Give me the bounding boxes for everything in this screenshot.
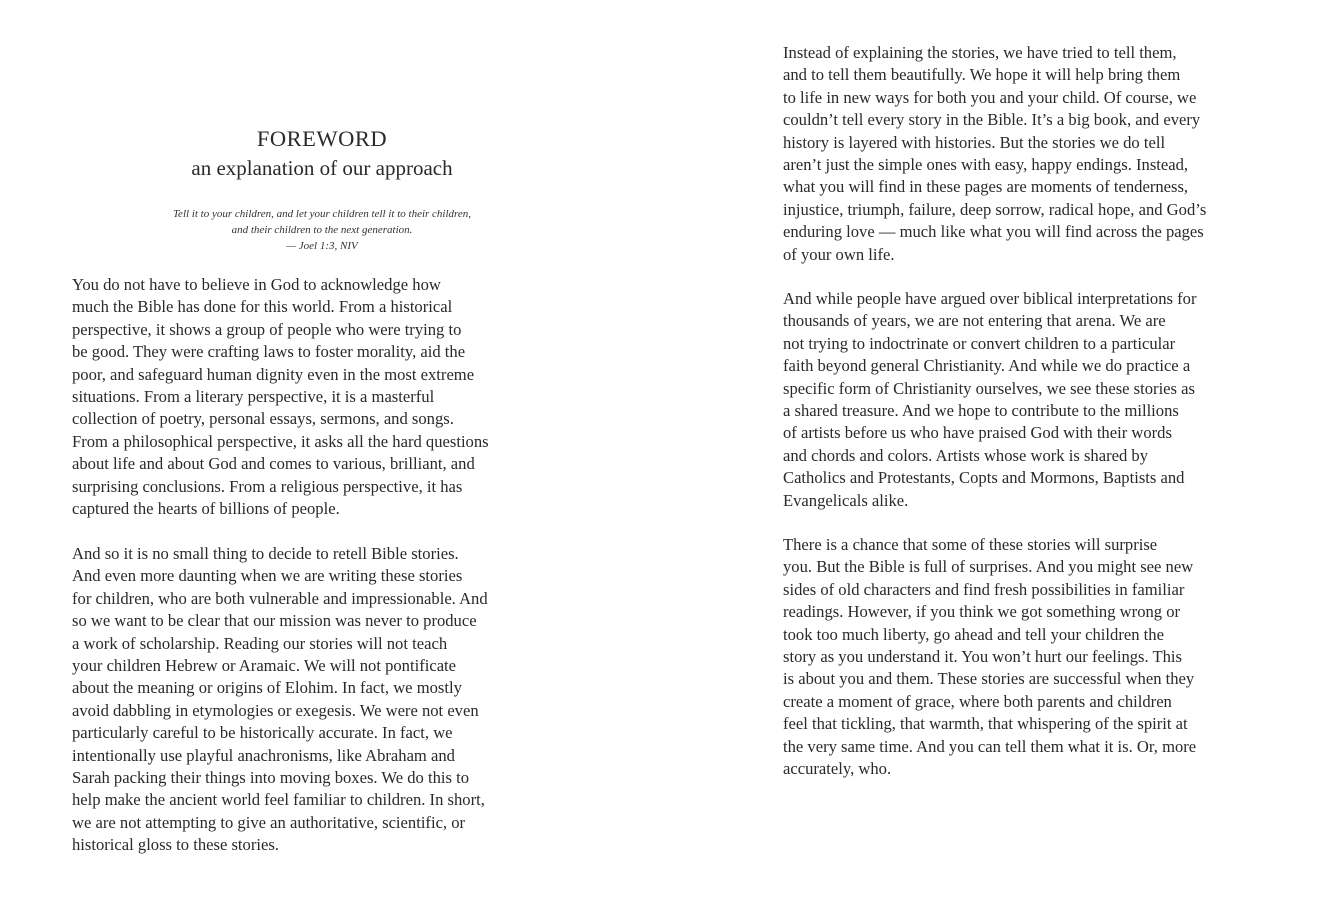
left-paragraph-2 — [72, 543, 488, 857]
text-line: be good. They were crafting laws to foster morality, aid the — [72, 342, 466, 362]
epigraph — [72, 206, 572, 254]
text-line: perspective, it shows a group of people who were trying to — [72, 319, 462, 339]
text-line: And even more daunting when we are writing these stories — [72, 566, 463, 586]
text-line: There is a chance that some of these stories will surprise — [783, 535, 1158, 554]
text-line: And so it is no small thing to decide to retell Bible stories. — [72, 544, 459, 563]
epigraph-line-1: Tell it to your children, and let your children tell it to their children, — [172, 208, 472, 220]
text-line: help make the ancient world feel familiar to children. In short, — [72, 790, 485, 810]
text-line: history is layered with histories. But the stories we do tell — [783, 132, 1166, 152]
text-line: story as you understand it. You won’t hurt our feelings. This — [783, 647, 1183, 667]
text-line: enduring love — much like what you will find across the pages — [783, 222, 1204, 242]
text-line: avoid dabbling in etymologies or exegesis. We were not even — [72, 700, 479, 720]
text-line: accurately, who. — [783, 759, 892, 779]
text-line: what you will find in these pages are moments of tenderness, — [783, 177, 1189, 197]
text-line: situations. From a literary perspective, it is a masterful — [72, 387, 435, 407]
text-line: so we want to be clear that our mission was never to produce — [72, 611, 477, 631]
text-line: particularly careful to be historically accurate. In fact, we — [72, 723, 453, 743]
text-line: readings. However, if you think we got something wrong or — [783, 602, 1181, 622]
text-line: intentionally use playful anachronisms, like Abraham and — [72, 745, 455, 765]
text-line: the very same time. And you can tell them what it is. Or, more — [783, 736, 1197, 756]
page-title: FOREWORD — [256, 126, 388, 151]
text-line: injustice, triumph, failure, deep sorrow, radical hope, and God’s — [783, 199, 1207, 219]
text-line: And while people have argued over biblical interpretations for — [783, 289, 1197, 308]
epigraph-line-2: and their children to the next generation. — [231, 224, 413, 236]
text-line: historical gloss to these stories. — [72, 835, 279, 855]
text-line: couldn’t tell every story in the Bible. It’s a big book, and every — [783, 110, 1201, 130]
foreword-heading — [72, 124, 572, 183]
text-line: your children Hebrew or Aramaic. We will not pontificate — [72, 656, 457, 676]
text-line: of artists before us who have praised God with their words — [783, 423, 1172, 443]
text-line: much the Bible has done for this world. From a historical — [72, 297, 453, 317]
text-line: Instead of explaining the stories, we have tried to tell them, — [783, 43, 1177, 62]
text-line: You do not have to believe in God to acknowledge how — [72, 275, 441, 294]
left-paragraph-1 — [72, 274, 489, 520]
text-line: you. But the Bible is full of surprises. And you might see new — [783, 557, 1194, 577]
text-line: not trying to indoctrinate or convert children to a particular — [783, 333, 1176, 353]
text-line: thousands of years, we are not entering that arena. We are — [783, 311, 1166, 331]
text-line: about life and about God and comes to various, brilliant, and — [72, 454, 475, 474]
right-paragraph-3 — [783, 534, 1196, 780]
text-line: poor, and safeguard human dignity even in the most extreme — [72, 364, 475, 384]
text-line: and chords and colors. Artists whose work is shared by — [783, 445, 1149, 465]
text-line: Catholics and Protestants, Copts and Mormons, Baptists and — [783, 468, 1185, 488]
right-paragraph-1 — [783, 42, 1206, 266]
text-line: surprising conclusions. From a religious perspective, it has — [72, 476, 463, 496]
text-line: Sarah packing their things into moving boxes. We do this to — [72, 768, 470, 788]
text-line: captured the hearts of billions of people. — [72, 499, 340, 519]
right-paragraph-2 — [783, 288, 1196, 512]
text-line: of your own life. — [783, 244, 895, 264]
text-line: collection of poetry, personal essays, sermons, and songs. — [72, 409, 454, 429]
text-line: is about you and them. These stories are successful when they — [783, 669, 1195, 689]
text-line: about the meaning or origins of Elohim. In fact, we mostly — [72, 678, 462, 698]
text-line: to life in new ways for both you and your child. Of course, we — [783, 87, 1197, 107]
page-subtitle: an explanation of our approach — [191, 156, 453, 180]
text-line: faith beyond general Christianity. And while we do practice a — [783, 356, 1191, 376]
text-line: feel that tickling, that warmth, that whispering of the spirit at — [783, 714, 1188, 734]
text-line: we are not attempting to give an authoritative, scientific, or — [72, 812, 466, 832]
text-line: create a moment of grace, where both parents and children — [783, 691, 1172, 711]
text-line: a work of scholarship. Reading our stories will not teach — [72, 633, 448, 653]
text-line: sides of old characters and find fresh possibilities in familiar — [783, 579, 1185, 599]
text-line: From a philosophical perspective, it asks all the hard questions — [72, 431, 489, 451]
epigraph-citation: — Joel 1:3, NIV — [286, 240, 358, 252]
text-line: took too much liberty, go ahead and tell your children the — [783, 624, 1164, 644]
text-line: specific form of Christianity ourselves, we see these stories as — [783, 378, 1195, 398]
text-line: and to tell them beautifully. We hope it will help bring them — [783, 65, 1181, 85]
text-line: Evangelicals alike. — [783, 490, 909, 510]
text-line: aren’t just the simple ones with easy, happy endings. Instead, — [783, 155, 1189, 175]
text-line: for children, who are both vulnerable and impressionable. And — [72, 588, 488, 608]
text-line: a shared treasure. And we hope to contribute to the millions — [783, 401, 1179, 421]
